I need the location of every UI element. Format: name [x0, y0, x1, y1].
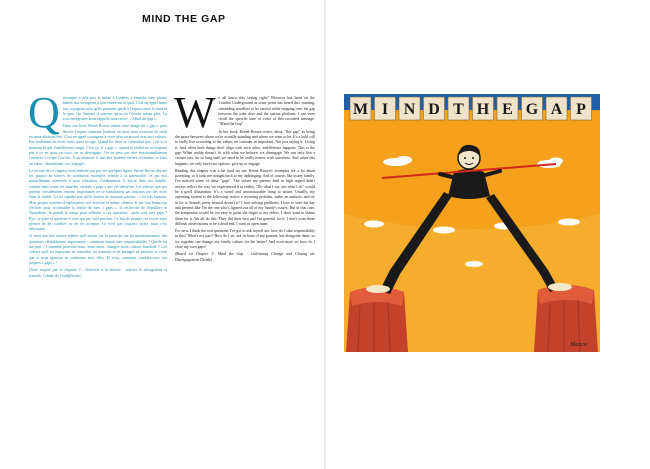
english-paragraph-3: For now, I think the real questions I've got to ask myself are: how do I take responsibility in this? What's my part? How do I sit, not in front of my parents, but alongside them, so we together can change our family culture for the better? And even more so, how do I close my own gaps?	[175, 229, 315, 250]
banner-letter-i	[375, 97, 396, 120]
banner-letter-text: M	[352, 101, 369, 118]
english-intro-paragraph	[174, 88, 315, 137]
banner-letter-text: N	[403, 101, 416, 118]
banner-letter-text: G	[525, 101, 539, 118]
french-paragraph-2: La lecture de ce chapitre n'est réalisée que par ses quelques lignes. Brené Brown illustre ses propos au travers de nombreux exemples relatifs à la parentalité, ce qui m'a naturellement renvoyée à mon éducation. Évidemment, il existe dans ma famille, comme dans toutes les familles, certains « gaps » que j'ai identifiés. Les valeurs que nos parents considéraient comme importantes ne se traduisaient pas toujours par des actes dans la réalité. Ça ne signifie pas qu'ils étaient de mauvais parents : c'est très humain. Mon propre système d'exploitation suit souvent le même chemin. Il me faut beaucoup d'efforts pour reconnaître la réalité de mes « gaps », la recherche de l'équilibre et l'honnêteté. Je prends le temps pour réfléchir à ces questions : quels sont mes gaps ? Puis, je pose la question à ceux qui me sont proches. Le fait de pointer ces écarts nous permet de les combler ou de les accepter. Ce n'est pas toujours facile, mais c'est nécessaire.	[29, 168, 167, 232]
french-paragraph-1: Dans son livre, Brené Brown utilise cette image du « gap » pour décrire l'espace séparant l'endroit où nous nous trouvons de celui où nous désirons être. C'est un appel courageux à vivre plus en accord avec nos valeurs. Pas seulement en avoir, mais aussi en agir. Quand les deux se coïncident pas, c'est à ce moment-là que l'indifférence surgit. C'est ça, le « gap » : quand la réalité ne correspond pas à ce en quoi on croit, on se désengage. On ne peut pas être émotionnellement connecté à ce que l'on fait. À un moment, il faut être honnête envers soi-même, et faire un choix : abandonner ou s'engager.	[29, 124, 167, 166]
french-intro-paragraph	[28, 88, 167, 137]
banner-letter-text: A	[550, 101, 563, 118]
banner-letter-text: P	[576, 101, 586, 118]
french-text-column	[28, 88, 167, 281]
artist-signature: Blanco	[570, 342, 587, 348]
banner-letter-text: D	[428, 101, 440, 118]
banner-letter-d	[424, 97, 445, 120]
banner-letter-p	[571, 97, 592, 120]
banner-letter-text: H	[476, 101, 490, 118]
eye-left	[464, 157, 466, 159]
french-paragraph-3: Je veux une fois encore répéter qu'il existe, sur le point de vue du questionnement, des questions véritablement importantes : comment réussir mes responsabilités ? Quelle est ma part ? Comment pouvons-nous, nous aussi, changer notre culture familiale ? Les valeurs qu'il est important de connaître, de nommer et de partager ne peuvent se vivre que si nous agissons en cohérence avec elles. Et vous, comment comblez-vous vos propres « gaps » ?	[29, 234, 167, 265]
banner-letter-text: I	[381, 101, 389, 118]
english-paragraph-2: Reading this chapter was a bit hard for me. Brené Brown's examples are a lot about parenting, so it took me straight back to my upbringing. And of course, like in any family, I've noticed some of these "gaps". The values my parents held in high regard didn't always reflect the way we experienced it in reality. "Do what I say, not what I do" would be a good illustration. It's a weird and uncomfortable thing to notice. Usually, my operating system is the following: notice a recurring problem, make an analysis, and try to fix it. Sounds pretty normal doesn't it? I love solving problems. I love to save the day and pretend like I'm the one who's figured out all of my family's issues. But in this case, the temptation would be too easy to point the finger to my elders. I don't want to blame them for it. We all do this. They did their best and I'm grateful for it. I don't want these difficult observations to be a dead end. I want to open mine.	[175, 168, 315, 226]
french-intro-text: uiconque a déjà pris le métro à Londres a entendu cette phrase lancée aux voyageurs à leur entrée sur le quai. C'est un appel lancé aux voyageurs afin qu'ils prennent garde à l'espace entre le train et le quai. On l'entend si souvent qu'on ne l'écoute même plus. La voix enregistrée nous rappelle sans cesse : « Mind the gap ».	[62, 96, 167, 122]
english-dropcap: W	[174, 88, 216, 137]
right-foot	[548, 283, 572, 291]
eye-right	[472, 157, 474, 159]
banner-letter-n	[399, 97, 420, 120]
english-intro-text: e all know this saying right? Whoever has been on the London Underground at some point has heard this warning, reminding travellers to be careful while stepping over the gap between the train door and the station platform. I can even recall the specific tone of voice of this recorded message: "Mind the Gap".	[218, 96, 315, 127]
left-foot	[366, 285, 390, 293]
banner-letter-t	[448, 97, 469, 120]
page-title: MIND THE GAP	[142, 13, 226, 25]
banner-letter-e	[497, 97, 518, 120]
banner-letter-a	[546, 97, 567, 120]
english-source-note: (Based on Chapter 5: Mind the Gap : Cultivating Change and Closing the Disengagement Divide)	[175, 252, 315, 262]
banner-letter-text: T	[453, 101, 464, 118]
page-gutter	[324, 0, 326, 469]
english-paragraph-1: In her book, Brené Brown writes about "this gap" as being the space between where we're actually standing and where we want to be. It's a bold call to really live according to the values we consider as important. Not just saying it. Living it. And when both things don't align with each other, indifference happens. This is the gap. When reality doesn't fit with what we believe, we disengage. We can only live a certain way for so long until we need to be really honest with ourselves. And when this happens, we only have two options: give up or engage.	[175, 129, 315, 166]
banner-letter-g	[522, 97, 543, 120]
banner-letter-text: E	[502, 101, 513, 118]
mind-the-gap-illustration	[344, 94, 600, 352]
banner-letter-h	[473, 97, 494, 120]
banner-letter-m	[350, 97, 371, 120]
french-dropcap: Q	[28, 88, 60, 137]
french-source-note: (Texte inspiré par le chapitre 5 : Attention à la marche : cultiver le changement et franchir l'abîme de l'indifférence)	[29, 268, 167, 278]
english-text-column	[174, 88, 315, 265]
